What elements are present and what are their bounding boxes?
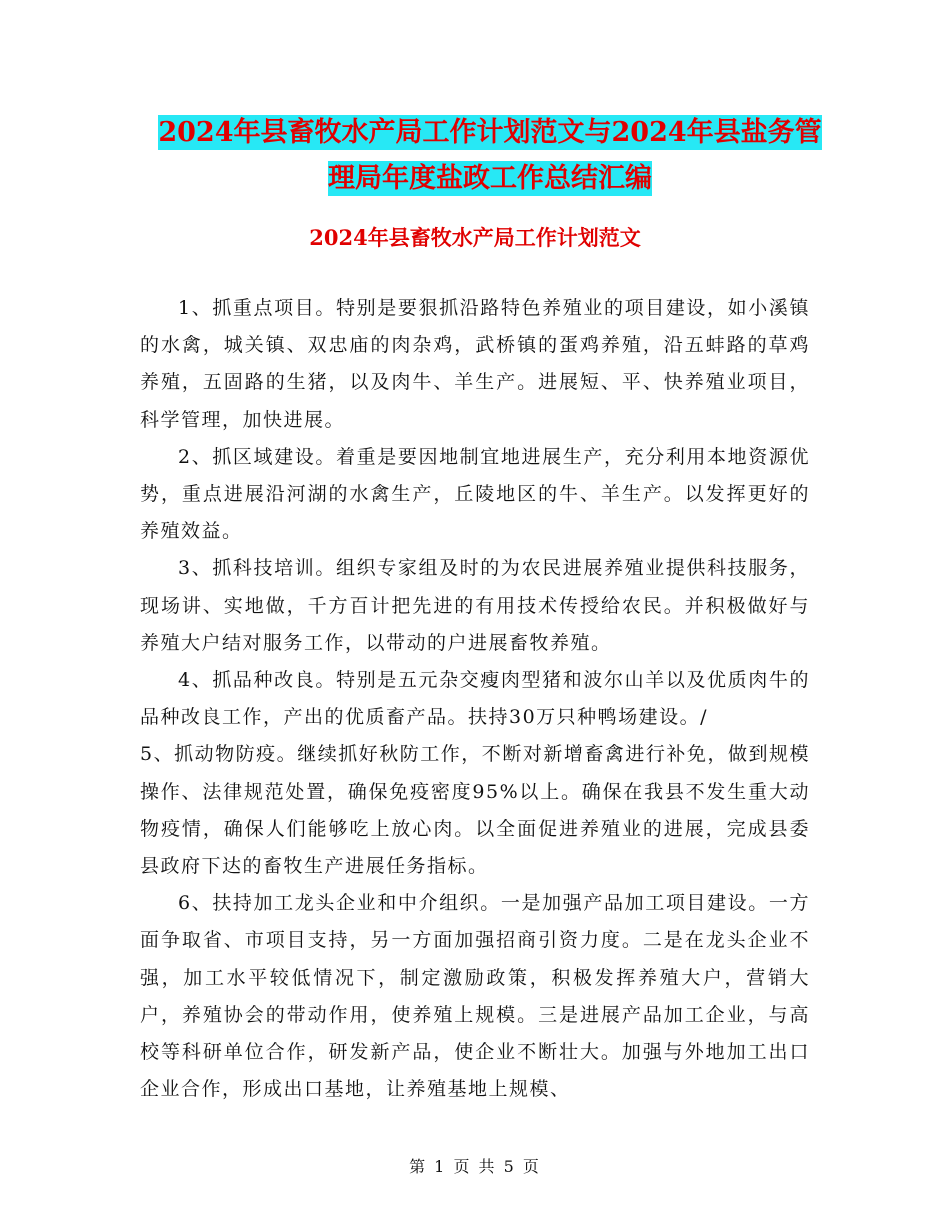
document-title-line-1: 2024年县畜牧水产局工作计划范文与2024年县盐务管	[158, 117, 822, 148]
document-title	[140, 110, 840, 202]
document-body	[140, 290, 810, 1108]
paragraph-3: 3、抓科技培训。组织专家组及时的为农民进展养殖业提供科技服务，现场讲、实地做，千方百计把先进的有用技术传授给农民。并积极做好与养殖大户结对服务工作，以带动的户进展畜牧养殖。	[140, 557, 810, 654]
paragraph-2: 2、抓区域建设。着重是要因地制宜地进展生产，充分利用本地资源优势，重点进展沿河湖的水禽生产，丘陵地区的牛、羊生产。以发挥更好的养殖效益。	[140, 445, 810, 543]
section-title: 2024年县畜牧水产局工作计划范文	[309, 225, 641, 250]
paragraph-5: 5、抓动物防疫。继续抓好秋防工作，不断对新增畜禽进行补免，做到规模操作、法律规范处置，确保免疫密度95%以上。确保在我县不发生重大动物疫情，确保人们能够吃上放心肉。以全面促进养殖业的进展，完成县委县政府下达的畜牧生产进展任务指标。	[140, 743, 810, 878]
paragraph-1: 1、抓重点项目。特别是要狠抓沿路特色养殖业的项目建设，如小溪镇的水禽，城关镇、双忠庙的肉杂鸡，武桥镇的蛋鸡养殖，沿五蚌路的草鸡养殖，五固路的生猪，以及肉牛、羊生产。进展短、平、快养殖业项目，科学管理，加快进展。	[140, 297, 810, 431]
page-footer: 第 1 页 共 5 页	[409, 1157, 541, 1176]
paragraph-4: 4、抓品种改良。特别是五元杂交瘦肉型猪和波尔山羊以及优质肉牛的品种改良工作，产出的优质畜产品。扶持30万只种鸭场建设。/	[140, 669, 810, 729]
document-title-line-2: 理局年度盐政工作总结汇编	[328, 163, 652, 194]
paragraph-6: 6、扶持加工龙头企业和中介组织。一是加强产品加工项目建设。一方面争取省、市项目支持，另一方面加强招商引资力度。二是在龙头企业不强，加工水平较低情况下，制定激励政策，积极发挥养殖大户，营销大户，养殖协会的带动作用，使养殖上规模。三是进展产品加工企业，与高校等科研单位合作，研发新产品，使企业不断壮大。加强与外地加工出口企业合作，形成出口基地，让养殖基地上规模、	[140, 892, 810, 1101]
